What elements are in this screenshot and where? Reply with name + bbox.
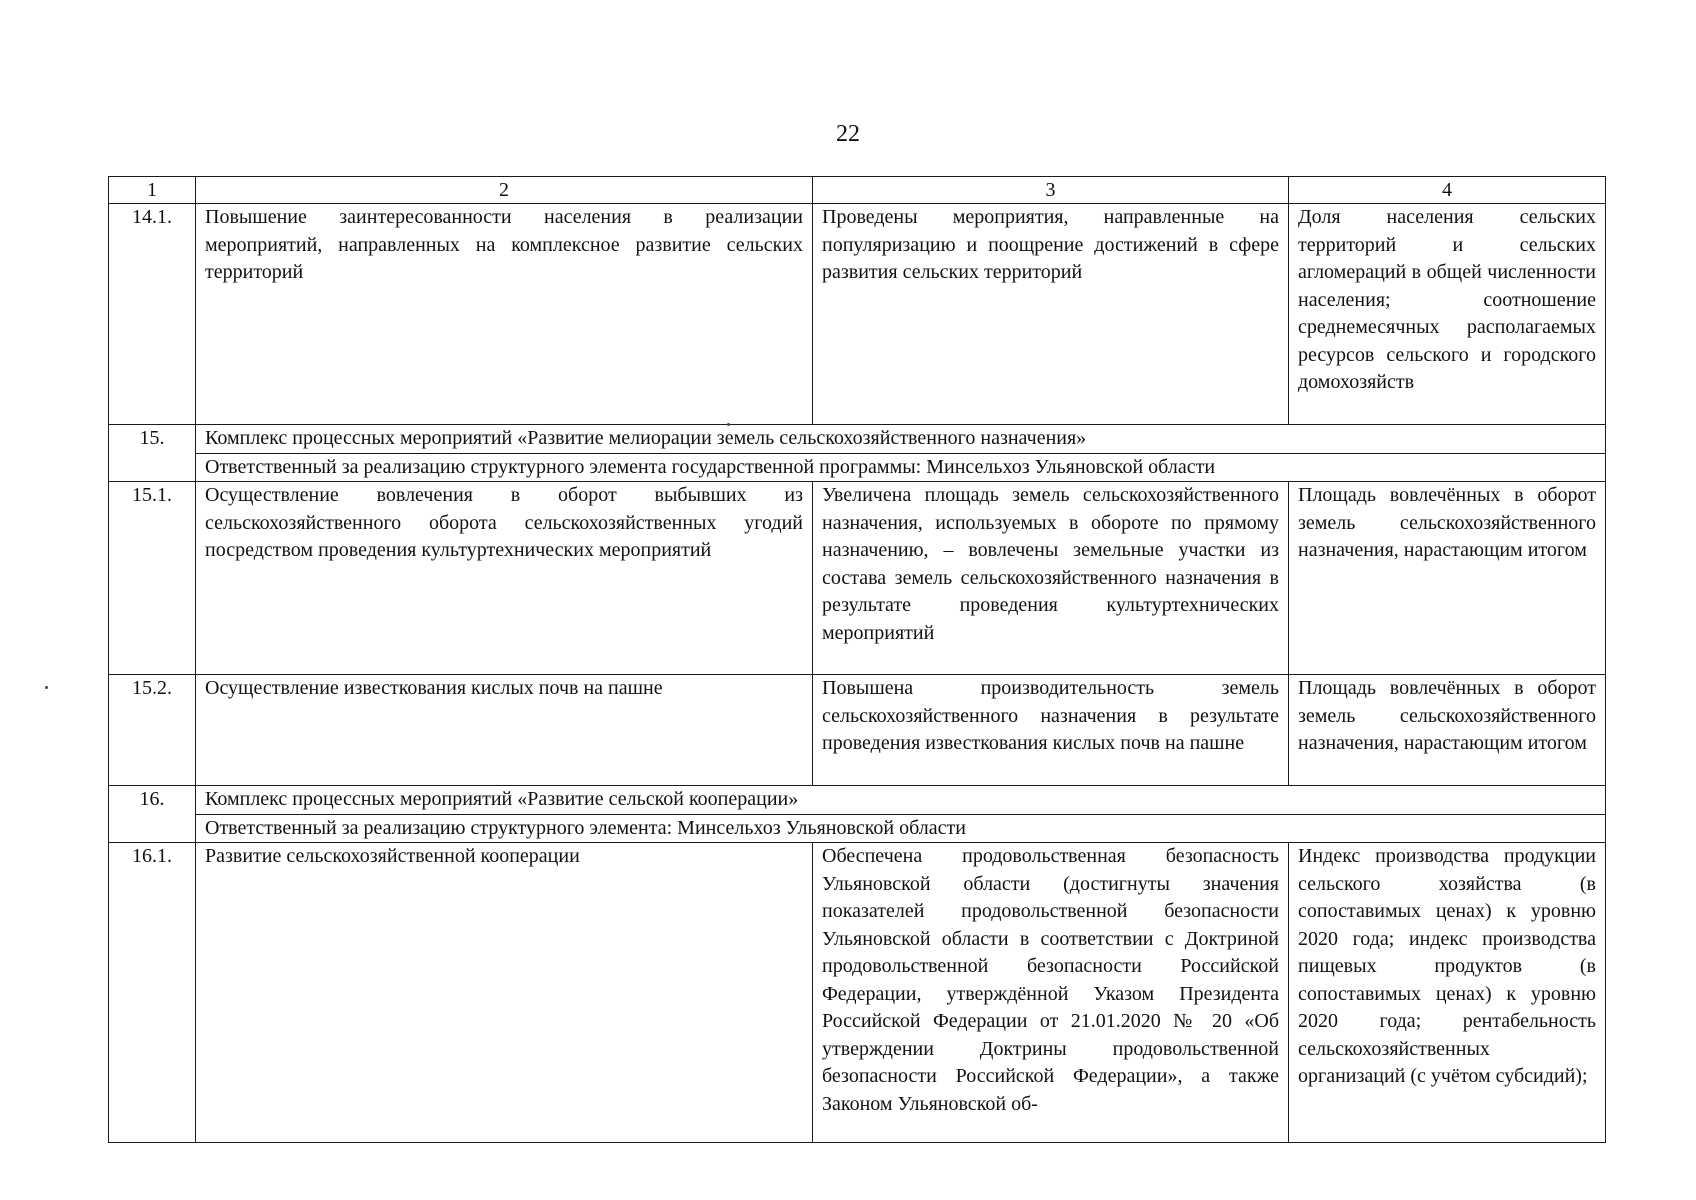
section-title: Комплекс процессных мероприятий «Развитие сельской кооперации» <box>196 786 1606 815</box>
row-number: 14.1. <box>109 204 196 425</box>
header-row <box>109 177 1606 204</box>
indicator-cell: Индекс производства продукции сельского хозяйства (в сопоставимых ценах) к уровню 2020 года; индекс производства пищевых продуктов (в сопоставимых ценах) к уровню 2020 года; рентабельность сельскохозяйственных организаций (с учётом субсидий); <box>1289 843 1606 1143</box>
header-cell-1: 1 <box>109 177 196 204</box>
program-table <box>108 176 1606 1143</box>
scan-dot <box>45 686 48 689</box>
measure-cell: Осуществление вовлечения в оборот выбывших из сельскохозяйственного оборота сельскохозяйственных угодий посредством проведения культуртехнических мероприятий <box>196 482 813 675</box>
table-row-14-1 <box>109 204 1606 425</box>
result-cell: Повышена производительность земель сельскохозяйственного назначения в результате проведения известкования кислых почв на пашне <box>813 675 1289 786</box>
header-cell-4: 4 <box>1289 177 1606 204</box>
table-row-16-1 <box>109 843 1606 1143</box>
row-number: 16. <box>109 786 196 843</box>
table-row-15-2 <box>109 675 1606 786</box>
section-responsible: Ответственный за реализацию структурного элемента государственной программы: Минсельхоз Ульяновской области <box>196 453 1606 482</box>
section-title: Комплекс процессных мероприятий «Развитие мелиорации земель сельскохозяйственного назначения» <box>196 425 1606 454</box>
measure-cell: Повышение заинтересованности населения в реализации мероприятий, направленных на комплексное развитие сельских территорий <box>196 204 813 425</box>
table-row-16-responsible <box>109 814 1606 843</box>
header-cell-3: 3 <box>813 177 1289 204</box>
table-row-15 <box>109 425 1606 454</box>
row-number: 15. <box>109 425 196 482</box>
indicator-cell: Доля населения сельских территорий и сельских агломераций в общей численности населения; соотношение среднемесячных располагаемых ресурсов сельского и городского домохозяйств <box>1289 204 1606 425</box>
scan-dot <box>727 423 730 426</box>
header-cell-2: 2 <box>196 177 813 204</box>
section-responsible: Ответственный за реализацию структурного элемента: Минсельхоз Ульяновской области <box>196 814 1606 843</box>
table-row-15-responsible <box>109 453 1606 482</box>
table-row-16 <box>109 786 1606 815</box>
page-number: 22 <box>836 121 860 147</box>
indicator-cell: Площадь вовлечённых в оборот земель сельскохозяйственного назначения, нарастающим итогом <box>1289 482 1606 675</box>
result-cell: Обеспечена продовольственная безопасность Ульяновской области (достигнуты значения показателей продовольственной безопасности Ульяновской области в соответствии с Доктриной продовольственной безопасности Российской Федерации, утверждённой Указом Президента Российской Федерации от 21.01.2020 № 20 «Об утверждении Доктрины продовольственной безопасности Российской Федерации», а также Законом Ульяновской об- <box>813 843 1289 1143</box>
measure-cell: Осуществление известкования кислых почв на пашне <box>196 675 813 786</box>
measure-cell: Развитие сельскохозяйственной кооперации <box>196 843 813 1143</box>
row-number: 15.2. <box>109 675 196 786</box>
result-cell: Увеличена площадь земель сельскохозяйственного назначения, используемых в обороте по прямому назначению, – вовлечены земельные участки из состава земель сельскохозяйственного назначения в результате проведения культуртехнических мероприятий <box>813 482 1289 675</box>
result-cell: Проведены мероприятия, направленные на популяризацию и поощрение достижений в сфере развития сельских территорий <box>813 204 1289 425</box>
row-number: 15.1. <box>109 482 196 675</box>
table-row-15-1 <box>109 482 1606 675</box>
indicator-cell: Площадь вовлечённых в оборот земель сельскохозяйственного назначения, нарастающим итогом <box>1289 675 1606 786</box>
row-number: 16.1. <box>109 843 196 1143</box>
